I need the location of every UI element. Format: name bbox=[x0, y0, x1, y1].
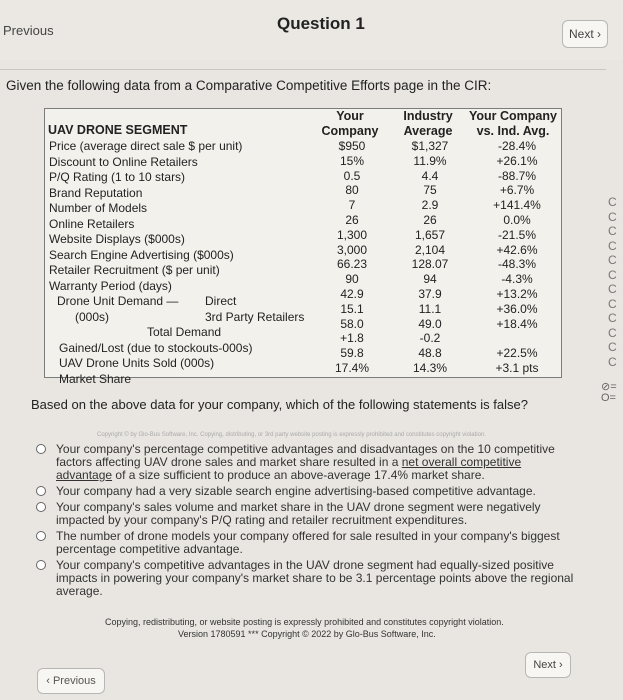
option-text-end: of a size sufficient to produce an above-average 17.4% market share. bbox=[112, 468, 485, 482]
option-text: Your company had a very sizable search engine advertising-based competitive advantage. bbox=[56, 484, 536, 498]
previous-button-top[interactable]: Previous bbox=[3, 23, 54, 38]
industry-avg-value: 4.4 bbox=[421, 168, 439, 183]
col-industry-avg-header bbox=[393, 109, 463, 139]
segment-title: UAV DRONE SEGMENT bbox=[48, 123, 188, 137]
radio-button[interactable] bbox=[36, 502, 46, 512]
your-company-value: 17.4% bbox=[334, 360, 370, 375]
industry-avg-value: 94 bbox=[423, 272, 437, 287]
option-underlined-text: net overall competitive advantage bbox=[56, 455, 522, 482]
next-button-bottom[interactable]: Next › bbox=[525, 652, 571, 678]
side-edge-char: C bbox=[608, 253, 617, 267]
units-sold-label: UAV Drone Units Sold (000s) bbox=[59, 356, 215, 370]
checkbox-tool-icon[interactable]: ⊘= bbox=[601, 381, 617, 393]
side-edge-char: C bbox=[608, 354, 617, 369]
side-edge-char: C bbox=[608, 238, 617, 253]
side-edge-char: C bbox=[608, 296, 617, 311]
vs-avg-value: +6.7% bbox=[499, 183, 535, 198]
question-text: Based on the above data for your company, which of the following statements is false? bbox=[31, 397, 528, 412]
row-label: Brand Reputation bbox=[49, 185, 143, 200]
your-company-value: 15% bbox=[339, 153, 365, 168]
vs-avg-value bbox=[485, 331, 549, 346]
col-your-company-header-line2: Company bbox=[321, 124, 379, 138]
circle-tool-icon[interactable]: O= bbox=[601, 392, 616, 404]
side-edge-char: C bbox=[608, 282, 617, 296]
vs-avg-value: +26.1% bbox=[496, 153, 538, 168]
row-label: Online Retailers bbox=[49, 216, 135, 231]
industry-avg-value: 49.0 bbox=[418, 316, 442, 331]
competitive-efforts-table bbox=[44, 108, 562, 386]
radio-button[interactable] bbox=[36, 486, 46, 496]
your-company-value: 26 bbox=[345, 212, 359, 227]
side-edge-char: C bbox=[608, 340, 617, 354]
radio-button[interactable] bbox=[36, 444, 46, 454]
previous-button-bottom[interactable]: ‹ Previous bbox=[37, 668, 105, 694]
col-vs-avg-header-line2: vs. Ind. Avg. bbox=[476, 124, 550, 138]
demand-3rd-party-row bbox=[49, 310, 319, 326]
your-company-value: 58.0 bbox=[340, 316, 364, 331]
demand-direct-row bbox=[49, 294, 319, 310]
industry-avg-values bbox=[401, 139, 459, 376]
col-vs-avg-header bbox=[465, 109, 561, 139]
col-industry-avg-header-line2: Average bbox=[403, 124, 453, 138]
side-edge-char: C bbox=[608, 209, 617, 224]
gained-lost-label: Gained/Lost (due to stockouts-000s) bbox=[59, 340, 253, 355]
your-company-value: 1,300 bbox=[336, 227, 368, 242]
side-edge-char: C bbox=[608, 267, 617, 282]
your-company-value: 7 bbox=[348, 198, 356, 213]
industry-avg-value: 11.9% bbox=[413, 153, 447, 168]
vs-avg-value: -88.7% bbox=[497, 168, 537, 183]
your-company-value: 42.9 bbox=[340, 286, 364, 301]
row-label: Number of Models bbox=[49, 201, 148, 215]
side-edge-char: C bbox=[608, 195, 617, 209]
header-divider bbox=[0, 69, 606, 70]
row-labels bbox=[49, 139, 319, 387]
your-company-value: 90 bbox=[345, 272, 359, 287]
industry-avg-value: -0.2 bbox=[419, 331, 441, 346]
vs-avg-value: -21.5% bbox=[497, 227, 537, 242]
vs-avg-values bbox=[485, 139, 549, 376]
row-label: Website Displays ($000s) bbox=[49, 232, 185, 246]
faint-copyright-notice: Copyright © by Glo-Bus Software, Inc. Copying, distributing, or 3rd party website posting is expressly prohibited and constitutes copyright violation. bbox=[97, 432, 486, 438]
vs-avg-value: +13.2% bbox=[496, 286, 538, 301]
industry-avg-value: $1,327 bbox=[411, 139, 449, 153]
row-label: Discount to Online Retailers bbox=[49, 154, 198, 169]
footer-copyright-line1: Copying, redistributing, or website posting is expressly prohibited and constitutes copyright violation. bbox=[105, 617, 504, 627]
answer-option-2[interactable] bbox=[36, 485, 576, 498]
market-share-label: Market Share bbox=[59, 371, 132, 386]
your-company-value: 80 bbox=[345, 183, 359, 198]
radio-button[interactable] bbox=[36, 560, 46, 570]
total-demand-label: Total Demand bbox=[147, 325, 222, 339]
answer-option-5[interactable] bbox=[36, 559, 576, 598]
industry-avg-value: 11.1 bbox=[418, 301, 442, 316]
intro-text: Given the following data from a Comparative Competitive Efforts page in the CIR: bbox=[6, 78, 492, 93]
industry-avg-value: 48.8 bbox=[418, 346, 442, 361]
side-edge-char: C bbox=[608, 311, 617, 325]
col-vs-avg-header-line1: Your Company bbox=[469, 109, 557, 123]
answer-option-3[interactable] bbox=[36, 501, 576, 527]
col-your-company-header bbox=[315, 109, 385, 139]
vs-avg-value: +36.0% bbox=[496, 301, 538, 316]
vs-avg-value: -48.3% bbox=[497, 257, 537, 272]
row-label: Price (average direct sale $ per unit) bbox=[49, 139, 243, 153]
row-label: P/Q Rating (1 to 10 stars) bbox=[49, 170, 186, 184]
next-button-top[interactable]: Next › bbox=[562, 20, 608, 48]
vs-avg-value: 0.0% bbox=[503, 212, 531, 227]
vs-avg-value: +3.1 pts bbox=[495, 360, 539, 375]
answer-option-1[interactable] bbox=[36, 443, 576, 482]
your-company-value: 3,000 bbox=[336, 242, 368, 257]
radio-button[interactable] bbox=[36, 531, 46, 541]
col-your-company-header-line1: Your bbox=[336, 109, 364, 123]
side-panel-edge bbox=[608, 195, 623, 369]
industry-avg-value: 2.9 bbox=[421, 198, 439, 213]
top-bar bbox=[0, 0, 623, 60]
side-edge-char: C bbox=[608, 325, 617, 340]
side-edge-char: C bbox=[608, 224, 617, 238]
industry-avg-value: 37.9 bbox=[418, 286, 442, 301]
vs-avg-value: -28.4% bbox=[497, 139, 537, 153]
vs-avg-value: +18.4% bbox=[496, 316, 538, 331]
industry-avg-value: 2,104 bbox=[414, 242, 446, 257]
option-text: Your company's competitive advantages in the UAV drone segment had equally-sized positive impacts in powering your company's market share to be 3.1 percentage points above the regional average. bbox=[56, 558, 574, 598]
answer-option-4[interactable] bbox=[36, 530, 576, 556]
third-party-label: 3rd Party Retailers bbox=[205, 309, 305, 324]
vs-avg-value: -4.3% bbox=[501, 272, 533, 287]
option-text: Your company's percentage competitive advantages and disadvantages on the 10 competitive factors affecting UAV drone sales and market share resulted in a bbox=[56, 442, 555, 469]
demand-label: Drone Unit Demand — bbox=[57, 294, 179, 308]
demand-sub-label: (000s) bbox=[75, 309, 110, 324]
footer-copyright-line2: Version 1780591 *** Copyright © 2022 by Glo-Bus Software, Inc. bbox=[178, 629, 436, 639]
your-company-value: 15.1 bbox=[340, 301, 364, 316]
your-company-value: +1.8 bbox=[340, 331, 364, 346]
option-text: Your company's sales volume and market share in the UAV drone segment were negatively impacted by your company's P/Q rating and retailer recruitment expenditures. bbox=[56, 500, 541, 527]
vs-avg-value: +22.5% bbox=[496, 346, 538, 361]
industry-avg-value: 14.3% bbox=[412, 360, 448, 375]
industry-avg-value: 128.07 bbox=[411, 257, 449, 272]
industry-avg-value: 26 bbox=[423, 212, 437, 227]
your-company-values bbox=[327, 139, 377, 376]
row-label: Warranty Period (days) bbox=[49, 278, 172, 293]
row-label: Search Engine Advertising ($000s) bbox=[49, 247, 234, 262]
row-label: Retailer Recruitment ($ per unit) bbox=[49, 263, 220, 277]
col-industry-avg-header-line1: Industry bbox=[403, 109, 453, 123]
your-company-value: 66.23 bbox=[336, 257, 368, 272]
industry-avg-value: 75 bbox=[423, 183, 437, 198]
vs-avg-value: +141.4% bbox=[493, 198, 541, 213]
direct-label: Direct bbox=[205, 294, 237, 308]
answer-options bbox=[36, 443, 576, 601]
your-company-value: 0.5 bbox=[343, 168, 361, 183]
option-text: The number of drone models your company offered for sale resulted in your company's biggest percentage competitive advantage. bbox=[56, 529, 560, 556]
your-company-value: 59.8 bbox=[340, 346, 364, 361]
your-company-value: $950 bbox=[338, 139, 366, 153]
side-tools bbox=[601, 382, 617, 404]
vs-avg-value: +42.6% bbox=[496, 242, 538, 257]
industry-avg-value: 1,657 bbox=[414, 227, 446, 242]
question-title: Question 1 bbox=[277, 14, 365, 33]
